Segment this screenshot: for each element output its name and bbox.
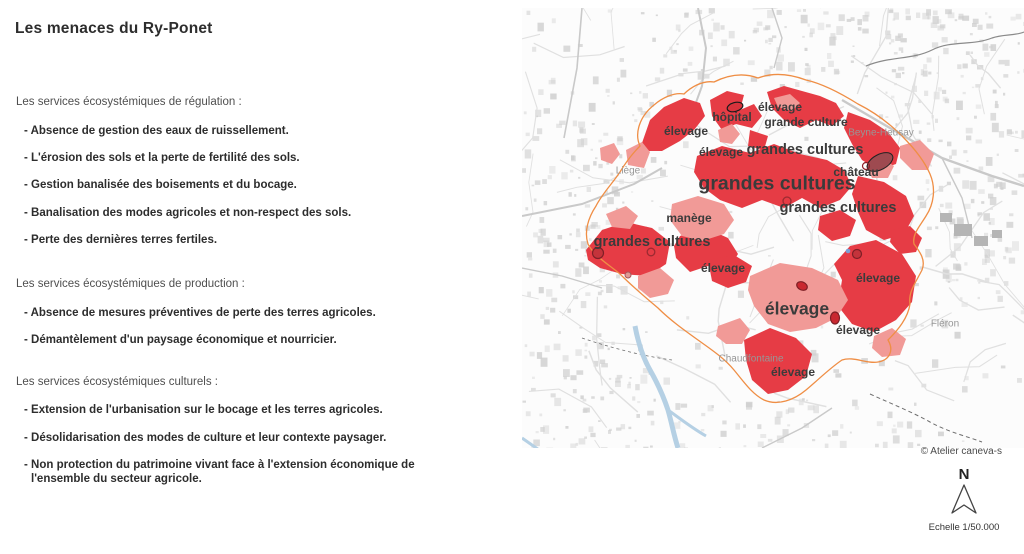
map-place-label: Chaudfontaine [718,353,784,365]
threat-item: - Perte des dernières terres fertiles. [24,234,218,246]
map-overlay-label: château [833,165,879,179]
map-graphic [522,8,1024,448]
threat-item: - Extension de l'urbanisation sur le bocage et les terres agricoles. [24,404,383,416]
map-overlay-label: élevage [700,261,746,275]
map-overlay-label: manège [666,211,712,225]
threat-item: - L'érosion des sols et la perte de fertilité des sols. [24,152,300,164]
threat-item: - Banalisation des modes agricoles et non-respect des sols. [24,207,352,219]
ry-ponet-map [522,8,1024,448]
map-place-label: Beyne-Heusay [848,127,914,139]
threat-item: - Absence de gestion des eaux de ruissellement. [24,125,289,137]
map-overlay-label: élevage [698,145,744,159]
threat-item: - Non protection du patrimoine vivant face à l'extension économique de l'ensemble du secteur agricole. [24,459,415,485]
map-overlay-label: grandes cultures [593,234,711,250]
threat-item: - Absence de mesures préventives de perte des terres agricoles. [24,307,376,319]
north-arrow-icon [950,483,978,515]
section-heading-culturels: Les services écosystémiques culturels : [16,376,218,388]
page-title: Les menaces du Ry-Ponet [15,20,213,37]
section-heading-production: Les services écosystémiques de production : [16,278,245,290]
map-overlay-label: élevage [835,323,881,337]
map-credit: © Atelier caneva-s [920,446,1002,457]
map-overlay-label: élevage [764,298,830,319]
map-overlay-label: grandes cultures [779,200,897,216]
map-place-label: Fléron [930,318,960,330]
map-overlay-label: grandes cultures [746,142,864,158]
compass [928,466,1000,533]
threat-item: - Gestion banalisée des boisements et du bocage. [24,179,297,191]
north-label: N [958,466,970,483]
map-overlay-label: élevage [663,124,709,138]
section-heading-regulation: Les services écosystémiques de régulation : [16,96,242,108]
map-overlay-label: élevage [855,271,901,285]
map-place-label: Liège [615,165,641,177]
map-overlay-label: élevage [770,365,816,379]
threat-item: - Démantèlement d'un paysage économique et nourricier. [24,334,337,346]
map-overlay-label: hôpital [712,110,752,124]
scale-label: Echelle 1/50.000 [928,522,1000,533]
threat-item: - Désolidarisation des modes de culture et leur contexte paysager. [24,432,387,444]
map-overlay-label: élevage [757,100,803,114]
map-overlay-label: grandes cultures [698,172,856,195]
map-overlay-label: grande culture [764,115,848,129]
